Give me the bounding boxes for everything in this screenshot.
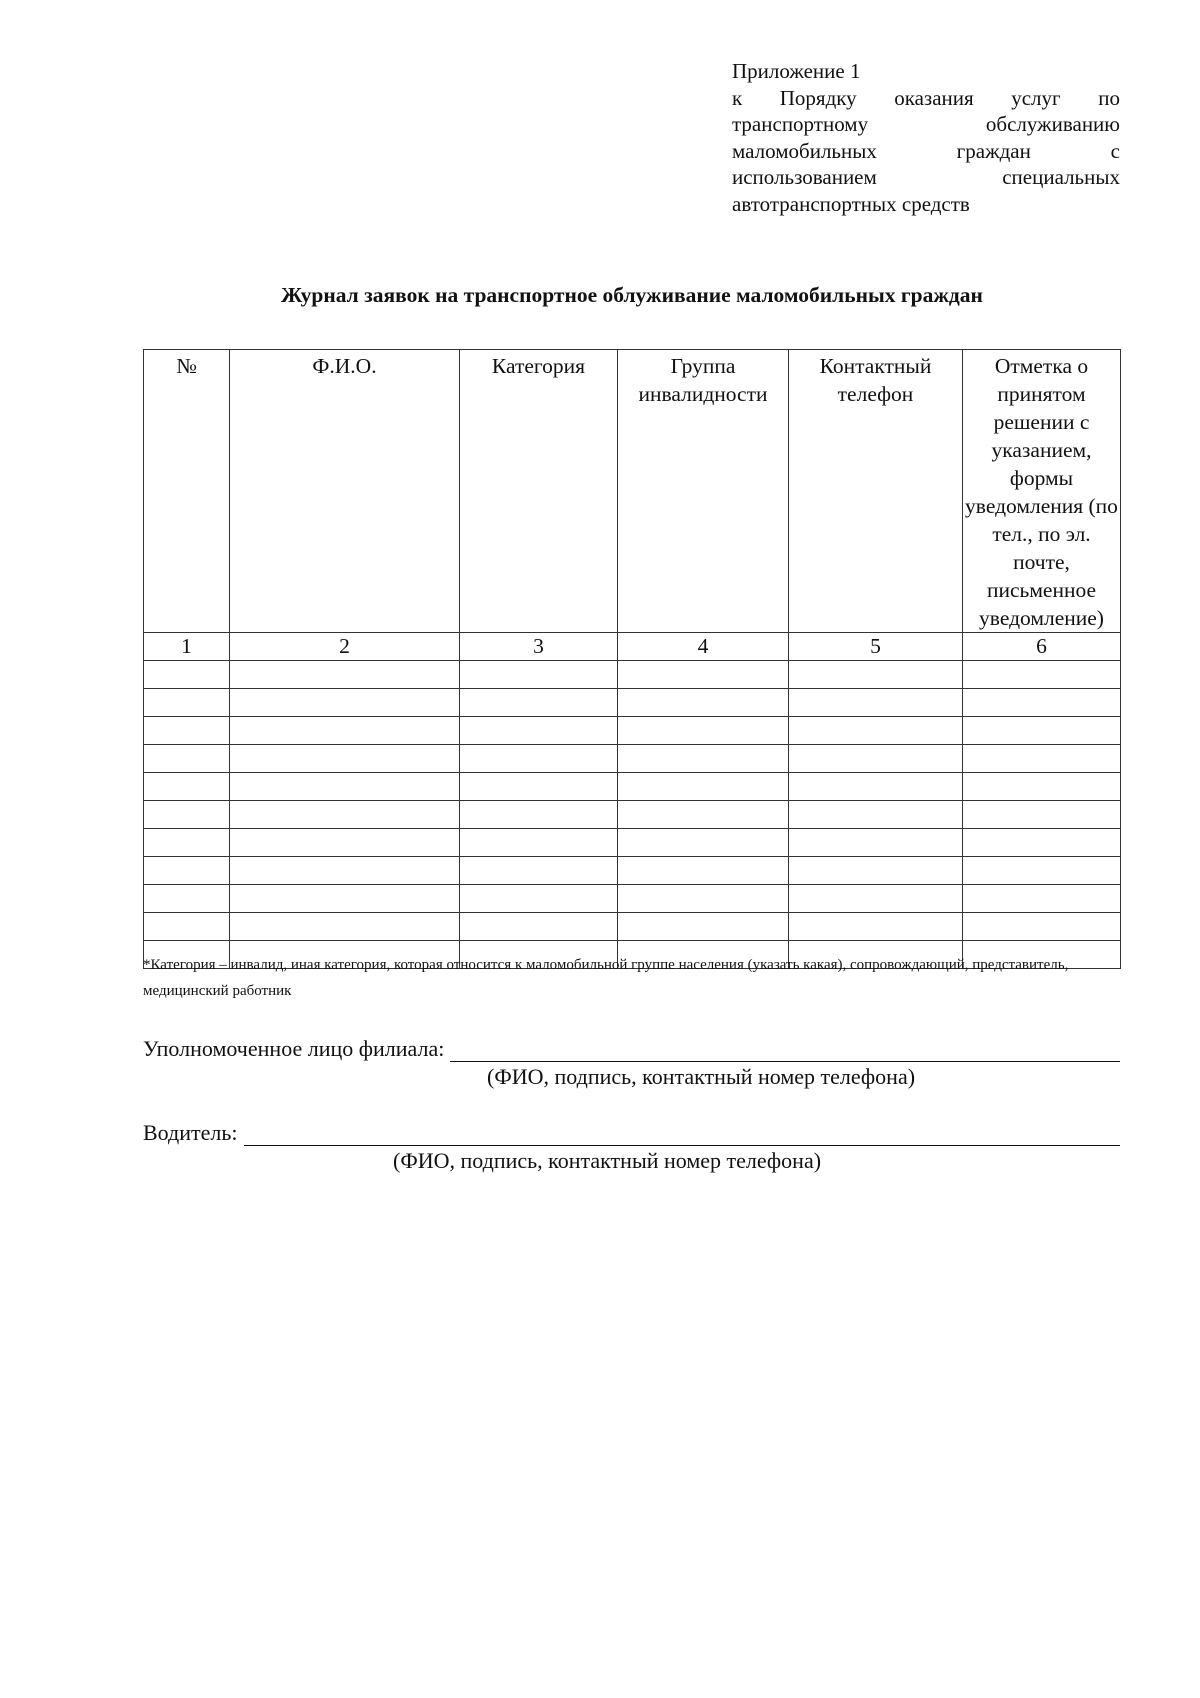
table-row <box>144 829 1121 857</box>
document-title: Журнал заявок на транспортное облуживание маломобильных граждан <box>281 283 983 307</box>
table-row <box>144 717 1121 745</box>
driver-signature-line <box>143 1120 1120 1146</box>
column-number: 3 <box>460 633 618 661</box>
column-number: 5 <box>789 633 963 661</box>
appendix-line-4: маломобильных граждан с <box>732 138 1120 163</box>
column-number-row <box>144 633 1121 661</box>
appendix-line-5: использованием специальных <box>732 165 1120 189</box>
table-cell <box>618 717 789 745</box>
table-cell <box>144 885 230 913</box>
table-cell <box>230 745 460 773</box>
table-cell <box>230 801 460 829</box>
table-cell <box>230 857 460 885</box>
category-footnote: *Категория – инвалид, иная категория, которая относится к маломобильной группе населения (указать какая), сопровождающий, представитель, медицинский работник <box>143 957 1069 999</box>
table-cell <box>230 913 460 941</box>
table-cell <box>618 689 789 717</box>
table-cell <box>230 885 460 913</box>
table-cell <box>460 829 618 857</box>
column-number: 2 <box>230 633 460 661</box>
table-cell <box>618 773 789 801</box>
table-cell <box>144 913 230 941</box>
table-row <box>144 885 1121 913</box>
table-cell <box>460 717 618 745</box>
table-cell <box>144 745 230 773</box>
table-cell <box>144 857 230 885</box>
table-cell <box>963 913 1121 941</box>
table-cell <box>144 829 230 857</box>
table-cell <box>144 773 230 801</box>
table-cell <box>460 857 618 885</box>
table-cell <box>144 717 230 745</box>
column-number: 6 <box>963 633 1121 661</box>
table-cell <box>963 661 1121 689</box>
table-cell <box>460 773 618 801</box>
table-cell <box>789 661 963 689</box>
table-cell <box>618 661 789 689</box>
table-cell <box>963 717 1121 745</box>
authorized-person-label: Уполномоченное лицо филиала: <box>143 1036 445 1061</box>
table-cell <box>144 801 230 829</box>
table-row <box>144 773 1121 801</box>
header-decision-mark: Отметка о принятом решении с указанием, формы уведомления (по тел., по эл. почте, письменное уведомление) <box>963 350 1121 633</box>
appendix-number: Приложение 1 <box>732 59 861 83</box>
table-cell <box>963 885 1121 913</box>
table-cell <box>460 885 618 913</box>
driver-blank <box>244 1121 1120 1146</box>
table-cell <box>789 913 963 941</box>
table-cell <box>618 885 789 913</box>
table-cell <box>460 913 618 941</box>
authorized-person-blank <box>450 1037 1120 1062</box>
authorized-person-signature-line <box>143 1036 1120 1062</box>
table-cell <box>230 773 460 801</box>
table-cell <box>789 885 963 913</box>
requests-journal-table <box>143 349 1121 969</box>
table-cell <box>230 829 460 857</box>
table-cell <box>963 689 1121 717</box>
table-cell <box>963 745 1121 773</box>
table-cell <box>963 829 1121 857</box>
table-cell <box>789 801 963 829</box>
table-row <box>144 857 1121 885</box>
appendix-block <box>732 58 1120 217</box>
column-number: 4 <box>618 633 789 661</box>
header-number: № <box>144 350 230 633</box>
table-row <box>144 661 1121 689</box>
table-cell <box>618 745 789 773</box>
table-row <box>144 801 1121 829</box>
table-cell <box>230 661 460 689</box>
appendix-line-6: автотранспортных средств <box>732 191 970 216</box>
table-cell <box>618 857 789 885</box>
table-cell <box>460 801 618 829</box>
appendix-line-3: транспортному обслуживанию <box>732 112 1120 136</box>
table-cell <box>963 773 1121 801</box>
driver-label: Водитель: <box>143 1120 238 1145</box>
table-cell <box>789 857 963 885</box>
authorized-person-hint: (ФИО, подпись, контактный номер телефона) <box>487 1064 916 1089</box>
driver-hint: (ФИО, подпись, контактный номер телефона) <box>393 1148 822 1173</box>
table-cell <box>618 801 789 829</box>
table-cell <box>230 689 460 717</box>
table-row <box>144 745 1121 773</box>
table-cell <box>144 661 230 689</box>
header-disability-group: Группа инвалидности <box>618 350 789 633</box>
table-cell <box>789 829 963 857</box>
table-cell <box>460 689 618 717</box>
table-cell <box>789 745 963 773</box>
table-cell <box>144 689 230 717</box>
table-cell <box>789 717 963 745</box>
table-row <box>144 689 1121 717</box>
table-cell <box>460 745 618 773</box>
table-cell <box>789 689 963 717</box>
table-cell <box>789 773 963 801</box>
table-cell <box>230 717 460 745</box>
table-header-row <box>144 350 1121 633</box>
table-cell <box>618 829 789 857</box>
header-category: Категория <box>460 350 618 633</box>
appendix-line-2: к Порядку оказания услуг по <box>732 85 1120 110</box>
table-row <box>144 913 1121 941</box>
header-full-name: Ф.И.О. <box>230 350 460 633</box>
table-cell <box>618 913 789 941</box>
table-cell <box>460 661 618 689</box>
column-number: 1 <box>144 633 230 661</box>
header-contact-phone: Контактный телефон <box>789 350 963 633</box>
table-cell <box>963 857 1121 885</box>
table-cell <box>963 801 1121 829</box>
